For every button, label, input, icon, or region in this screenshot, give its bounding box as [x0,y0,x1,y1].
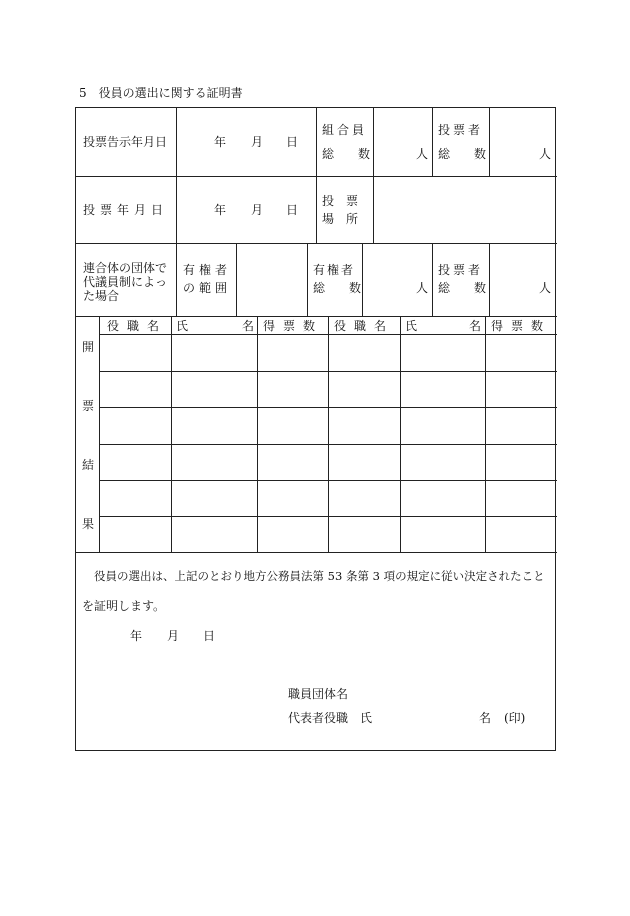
col-header-family-name: 氏 [405,319,418,333]
col-divider [176,243,177,316]
col-divider [485,316,486,552]
voters-total-line2: 総 数 [438,281,487,295]
col-divider [316,176,317,243]
results-side-char: 票 [82,399,95,413]
col-divider [171,316,172,552]
results-side-char: 開 [82,340,95,354]
col-divider [432,243,433,316]
col-header-position: 役職名 [334,319,395,333]
place-label-line1: 投 票 [322,194,359,208]
voters-total-unit: 人 [539,281,552,295]
section-divider [76,552,557,553]
voters-total-line1: 投票者 [438,263,484,277]
col-divider [328,316,329,552]
vote-year: 年 [214,203,227,217]
cert-day: 日 [203,629,216,643]
org-name-label: 職員団体名 [288,687,349,701]
certificate-form [75,107,556,751]
col-divider [400,316,401,552]
col-divider [489,108,490,176]
eligible-range-line1: 有権者 [183,263,232,277]
cert-month: 月 [167,629,180,643]
notice-year: 年 [214,135,227,149]
eligible-total-line2: 総 数 [313,281,362,295]
vote-date-label: 投票年月日 [83,203,169,217]
col-header-given-name: 名 [469,319,482,333]
voters-unit: 人 [539,147,552,161]
results-side-char: 果 [82,517,95,531]
notice-month: 月 [251,135,264,149]
members-label-line1: 組合員 [322,123,368,137]
col-divider [373,176,374,243]
place-label-line2: 場 所 [322,212,359,226]
representative-label: 代表者役職 氏 [288,711,373,725]
voters-label-line1: 投票者 [438,123,484,137]
cert-year: 年 [130,629,143,643]
eligible-total-line1: 有権者 [313,263,356,277]
col-header-family-name: 氏 [176,319,189,333]
col-divider [307,243,308,316]
certification-text-line2: を証明します。 [82,599,166,613]
voters-label-line2: 総 数 [438,147,487,161]
seal-mark: (印) [504,711,526,725]
notice-date-label: 投票告示年月日 [83,135,168,149]
col-divider [362,243,363,316]
representative-name-suffix: 名 [479,711,492,725]
col-header-votes: 得票数 [491,319,552,333]
row-divider [76,243,557,244]
members-label-line2: 総 数 [322,147,371,161]
certification-text-line1: 役員の選出は、上記のとおり地方公務員法第 53 条第 3 項の規定に従い決定されたこと [94,569,545,583]
col-header-votes: 得票数 [263,319,324,333]
col-header-position: 役職名 [107,319,168,333]
col-divider [257,316,258,552]
col-header-given-name: 名 [242,319,255,333]
document-heading: 5 役員の選出に関する証明書 [79,86,243,100]
col-divider [176,176,177,243]
members-unit: 人 [416,147,429,161]
notice-day: 日 [286,135,299,149]
federation-label-line3: た場合 [83,289,120,303]
col-divider [373,108,374,176]
col-divider [489,243,490,316]
col-divider [432,108,433,176]
results-side-char: 結 [82,458,95,472]
federation-label-line2: 代議員制によっ [83,275,168,289]
federation-label-line1: 連合体の団体で [83,261,168,275]
vote-month: 月 [251,203,264,217]
vote-day: 日 [286,203,299,217]
eligible-unit: 人 [416,281,429,295]
col-divider [99,316,100,552]
col-divider [176,108,177,176]
col-divider [316,108,317,176]
eligible-range-line2: の範囲 [183,281,232,295]
col-divider [236,243,237,316]
